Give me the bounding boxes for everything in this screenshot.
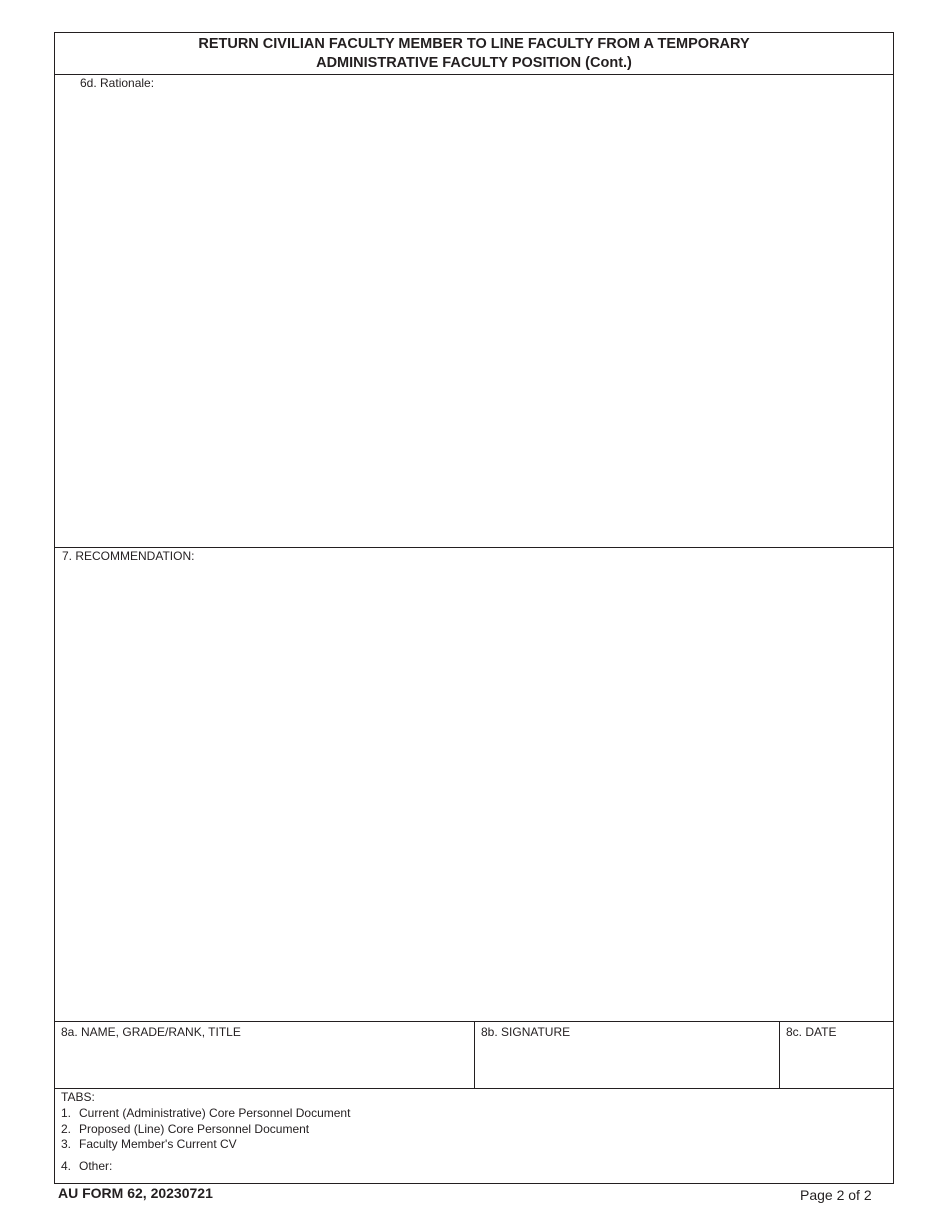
- tabs-section: [55, 1089, 893, 1183]
- name-grade-title-field[interactable]: [55, 1022, 475, 1088]
- signature-field[interactable]: [475, 1022, 780, 1088]
- tab-item: [61, 1137, 237, 1151]
- tab-item-text: Other:: [79, 1159, 113, 1173]
- recommendation-field[interactable]: [55, 548, 893, 1022]
- tab-item-text: Faculty Member's Current CV: [79, 1137, 237, 1151]
- recommendation-label: 7. RECOMMENDATION:: [62, 549, 195, 563]
- date-field[interactable]: [780, 1022, 893, 1088]
- form-title: [55, 33, 893, 75]
- form-page: [54, 32, 894, 1184]
- tabs-title: TABS:: [61, 1090, 95, 1104]
- name-grade-title-label: 8a. NAME, GRADE/RANK, TITLE: [61, 1025, 241, 1039]
- tab-item-text: Current (Administrative) Core Personnel Document: [79, 1106, 351, 1120]
- page-number: Page 2 of 2: [800, 1187, 872, 1203]
- form-title-line-1: RETURN CIVILIAN FACULTY MEMBER TO LINE FACULTY FROM A TEMPORARY: [198, 36, 750, 52]
- tab-item-number: 2.: [61, 1122, 72, 1136]
- form-identifier: AU FORM 62, 20230721: [58, 1185, 213, 1201]
- rationale-field[interactable]: [55, 75, 893, 548]
- tab-item: [61, 1122, 309, 1136]
- tab-item: [61, 1106, 350, 1120]
- tab-item-number: 1.: [61, 1106, 72, 1120]
- signature-block: [55, 1022, 893, 1089]
- tab-item-number: 3.: [61, 1137, 72, 1151]
- tab-item-other[interactable]: [61, 1159, 112, 1173]
- tab-item-text: Proposed (Line) Core Personnel Document: [79, 1122, 310, 1136]
- tab-item-number: 4.: [61, 1159, 72, 1173]
- signature-label: 8b. SIGNATURE: [481, 1025, 571, 1039]
- date-label: 8c. DATE: [786, 1025, 837, 1039]
- form-title-line-2: ADMINISTRATIVE FACULTY POSITION (Cont.): [316, 55, 632, 71]
- rationale-label: 6d. Rationale:: [80, 76, 155, 90]
